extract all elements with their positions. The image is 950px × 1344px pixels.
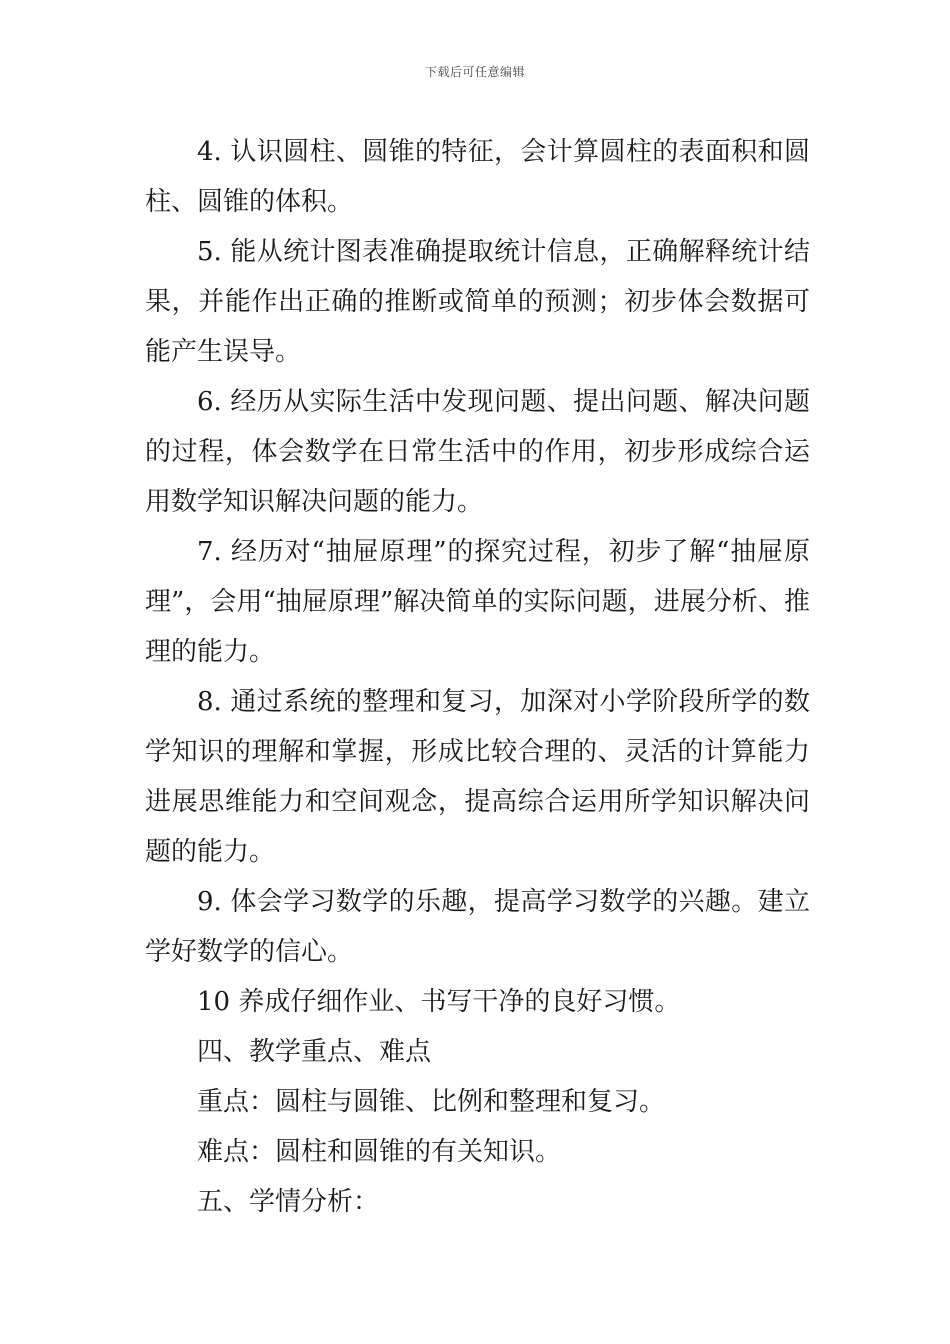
section-heading-key-points: 四、教学重点、难点 — [197, 1037, 432, 1067]
page-header-note: 下载后可任意编辑 — [424, 65, 525, 79]
document-body — [145, 127, 810, 1227]
objective-item-6: 6. 经历从实际生活中发现问题、提出问题、解决问题的过程，体会数学在日常生活中的作用，初步形成综合运用数学知识解决问题的能力。 — [145, 387, 810, 517]
section-heading-student-analysis: 五、学情分析： — [197, 1187, 380, 1217]
objective-item-4: 4. 认识圆柱、圆锥的特征，会计算圆柱的表面积和圆柱、圆锥的体积。 — [145, 137, 810, 217]
objective-item-7: 7. 经历对“抽屉原理”的探究过程，初步了解“抽屉原理”，会用“抽屉原理”解决简单的实际问题，进展分析、推理的能力。 — [145, 537, 810, 667]
objective-item-9: 9. 体会学习数学的乐趣，提高学习数学的兴趣。建立学好数学的信心。 — [145, 887, 810, 967]
objective-item-8: 8. 通过系统的整理和复习，加深对小学阶段所学的数学知识的理解和掌握，形成比较合理的、灵活的计算能力进展思维能力和空间观念，提高综合运用所学知识解决问题的能力。 — [145, 687, 810, 867]
objective-item-5: 5. 能从统计图表准确提取统计信息，正确解释统计结果，并能作出正确的推断或简单的预测；初步体会数据可能产生误导。 — [145, 237, 810, 367]
objective-item-10: 10 养成仔细作业、书写干净的良好习惯。 — [197, 987, 681, 1017]
key-point-text: 重点：圆柱与圆锥、比例和整理和复习。 — [197, 1087, 666, 1117]
difficulty-text: 难点：圆柱和圆锥的有关知识。 — [197, 1137, 562, 1167]
